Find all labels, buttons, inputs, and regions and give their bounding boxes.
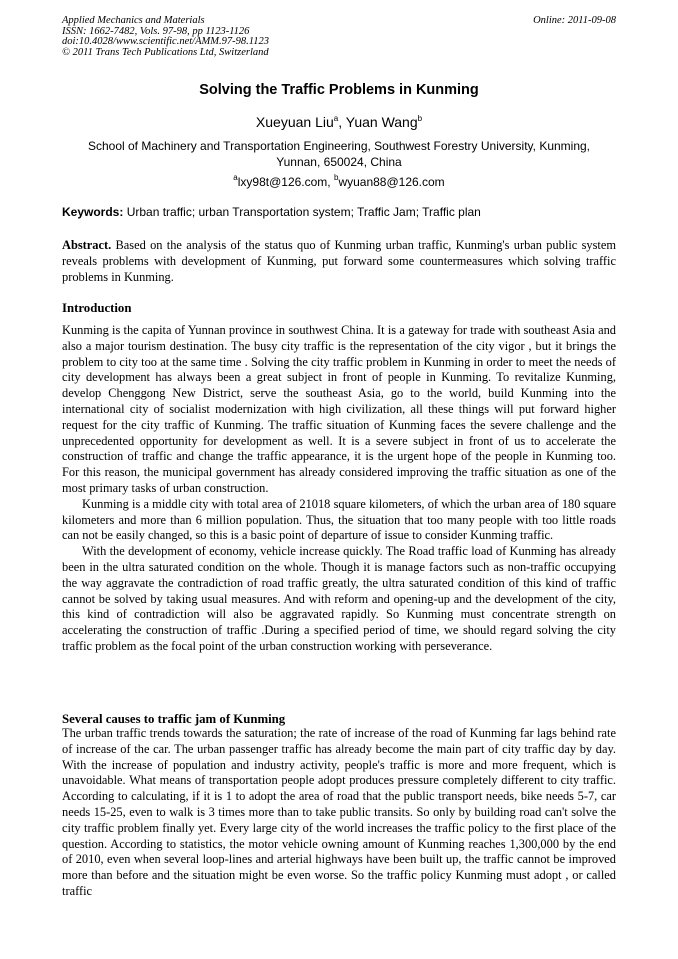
section-causes bbox=[62, 726, 616, 900]
issn-line: ISSN: 1662-7482, Vols. 97-98, pp 1123-1126 bbox=[62, 25, 250, 37]
section-heading-introduction: Introduction bbox=[62, 301, 132, 315]
online-date: Online: 2011-09-08 bbox=[533, 15, 616, 26]
affiliation bbox=[62, 139, 616, 170]
paragraph: Kunming is the capita of Yunnan province in southwest China. It is a gateway for trade with southeast Asia and also a major tourism destination. The busy city traffic is the representation of the city vigor , but it brings the problem to city too at the same time . Solving the city traffic problem in Kunming in order to meet the needs of city development has always been a great subject in front of people in Kunming. To revitalize Kunming, develop Chenggong New District, serve the southeast Asia, go to the world, build Kunming into the international city of socialist modernization with high civilization, all these things will put forward higher request for the city traffic of Kunming. The traffic situation of Kunming faces the severe challenge and the unprecedented opportunity for development as well. It is a severe subject in front of us to accelerate the construction of traffic and change the traffic appearance, it is the urgent hope of the people in Kunming too. For this reason, the municipal government has already considered improving the traffic situation as one of the most primary tasks of urban construction. bbox=[62, 323, 616, 495]
affiliation-mark: a bbox=[233, 173, 238, 182]
paragraph: Kunming is a middle city with total area of 21018 square kilometers, of which the urban area of 180 square kilometers and more than 6 million population. Thus, the situation that too many people with too little roads can not be easily changed, so this is a basic point of departure of issue to consider Kunming traffic. bbox=[62, 496, 616, 543]
paragraph: With the development of economy, vehicle increase quickly. The Road traffic load of Kunming has already been in the ultra saturated condition on the whole. Though it is manage factors such as non-traffic occupying the way aggravate the contradiction of road traffic greatly, the ultra saturated condition of this kind of traffic cannot be solved by taking usual measures. And with reform and opening-up and the development of the city, this kind of contradiction will also be aggravated rapidly. So Kunming must concentrate strength on accelerating the construction of traffic .During a specified period of time, we should regard solving the city traffic problem as the focal point of the urban construction working with perseverance. bbox=[62, 544, 616, 653]
affiliation-line: School of Machinery and Transportation Engineering, Southwest Forestry University, Kunming, bbox=[87, 139, 591, 153]
journal-header bbox=[62, 16, 616, 58]
author-emails bbox=[62, 175, 616, 189]
author-name: Yuan Wang bbox=[345, 114, 418, 130]
email-address: wyuan88@126.com bbox=[338, 175, 445, 189]
email-address: lxy98t@126.com, bbox=[237, 175, 334, 189]
keywords-text: Urban traffic; urban Transportation system; Traffic Jam; Traffic plan bbox=[123, 205, 481, 219]
abstract-label: Abstract. bbox=[62, 238, 112, 252]
paragraph: The urban traffic trends towards the saturation; the rate of increase of the road of Kunming far lags behind rate of increase of the car. The urban passenger traffic has already become the main part of city traffic day by day. With the increase of population and industry activity, people's traffic is more and more frequent, which is unavoidable. What means of transportation people adopt produces pressure completely different to city traffic. According to calculating, if it is 1 to adopt the area of road that the public transport needs, bike needs 5-7, car needs 15-25, even to walk is 3 times more than to take public transits. So only by building road can't solve the city traffic problem finally yet. Every large city of the world increases the traffic policy to the first place of the question. According to statistics, the motor vehicle owning amount of Kunming reaches 1,300,000 by the end of 2010, even when several loop-lines and arterial highways have been built up, the traffic cannot be improved more than before and the situation might be even worse. So the traffic policy Kunming must adopt , or called traffic bbox=[62, 726, 616, 898]
keywords-label: Keywords: bbox=[62, 205, 124, 219]
affiliation-mark: a bbox=[333, 114, 339, 123]
abstract-text: Based on the analysis of the status quo of Kunming urban traffic, Kunming's urban public system reveals problems with development of Kunming, put forward some countermeasures which solving traffic problems in Kunming. bbox=[62, 238, 616, 284]
journal-name: Applied Mechanics and Materials bbox=[62, 15, 205, 26]
paper-title: Solving the Traffic Problems in Kunming bbox=[199, 82, 479, 98]
affiliation-mark: b bbox=[417, 114, 423, 123]
authors bbox=[62, 114, 616, 130]
author-name: Xueyuan Liu bbox=[255, 114, 334, 130]
keywords bbox=[62, 205, 616, 219]
doi-line: doi:10.4028/www.scientific.net/AMM.97-98.1123 bbox=[62, 36, 269, 48]
author-separator: , bbox=[338, 114, 346, 130]
copyright-line: © 2011 Trans Tech Publications Ltd, Switzerland bbox=[62, 46, 269, 58]
abstract bbox=[62, 238, 616, 285]
affiliation-line: Yunnan, 650024, China bbox=[276, 154, 402, 169]
section-introduction bbox=[62, 323, 616, 655]
affiliation-mark: b bbox=[333, 173, 339, 182]
section-heading-causes: Several causes to traffic jam of Kunming bbox=[62, 712, 286, 726]
